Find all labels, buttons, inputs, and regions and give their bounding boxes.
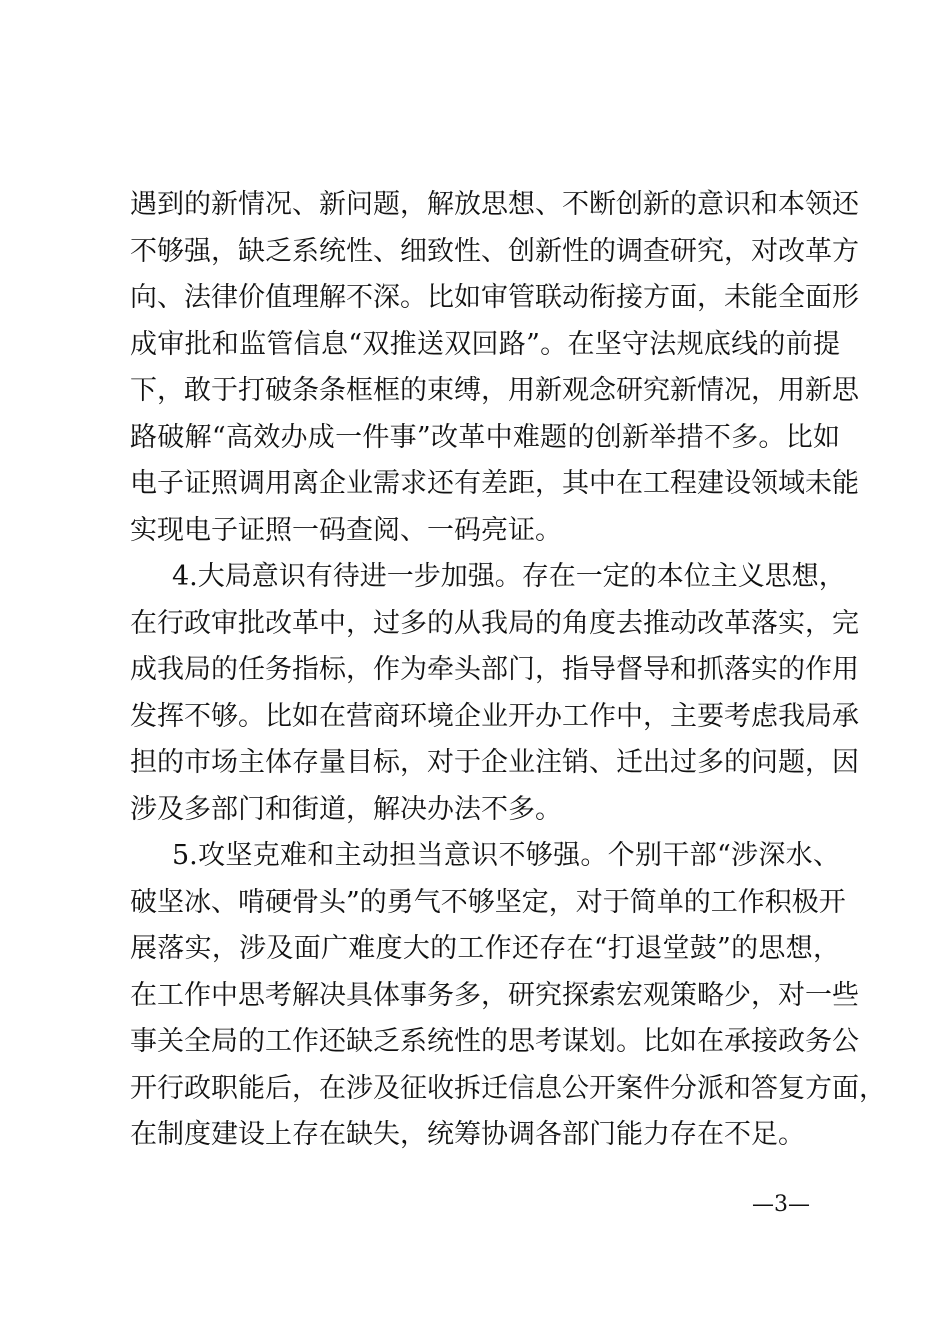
text-line: 开行政职能后，在涉及征收拆迁信息公开案件分派和答复方面， [130, 1072, 886, 1104]
text-line: 在工作中思考解决具体事务多，研究探索宏观策略少，对一些 [130, 979, 859, 1011]
text-line: 5.攻坚克难和主动担当意识不够强。个别干部“涉深水、 [172, 840, 840, 871]
text-line: 破坚冰、啃硬骨头”的勇气不够坚定，对于简单的工作积极开 [130, 886, 846, 918]
text-line: 路破解“高效办成一件事”改革中难题的创新举措不多。比如 [130, 421, 840, 453]
text-line: 担的市场主体存量目标，对于企业注销、迁出过多的问题，因 [130, 747, 859, 778]
paragraph-item-5 [130, 833, 886, 1159]
text-line: 展落实，涉及面广难度大的工作还存在“打退堂鼓”的思想， [130, 933, 840, 964]
text-line: 4.大局意识有待进一步加强。存在一定的本位主义思想， [172, 561, 846, 592]
text-line: 电子证照调用离企业需求还有差距，其中在工程建设领域未能 [130, 468, 859, 499]
text-line: 发挥不够。比如在营商环境企业开办工作中，主要考虑我局承 [130, 700, 859, 732]
text-line: 向、法律价值理解不深。比如审管联动衔接方面，未能全面形 [130, 282, 859, 313]
page-number: —3— [752, 1192, 810, 1217]
text-line: 下，敢于打破条条框框的束缚，用新观念研究新情况，用新思 [130, 375, 859, 406]
paragraph-item-4 [130, 554, 859, 833]
paragraph-continuation [130, 182, 859, 554]
text-line: 涉及多部门和街道，解决办法不多。 [130, 793, 562, 825]
text-line: 成我局的任务指标，作为牵头部门，指导督导和抓落实的作用 [130, 654, 859, 685]
text-line: 遇到的新情况、新问题，解放思想、不断创新的意识和本领还 [130, 189, 859, 220]
text-line: 成审批和监管信息“双推送双回路”。在坚守法规底线的前提 [130, 328, 840, 360]
text-line: 不够强，缺乏系统性、细致性、创新性的调查研究，对改革方 [130, 235, 859, 267]
document-body [130, 182, 886, 1159]
text-line: 在制度建设上存在缺失，统筹协调各部门能力存在不足。 [130, 1119, 805, 1150]
text-line: 事关全局的工作还缺乏系统性的思考谋划。比如在承接政务公 [130, 1026, 859, 1057]
text-line: 在行政审批改革中，过多的从我局的角度去推动改革落实，完 [130, 607, 859, 639]
text-line: 实现电子证照一码查阅、一码亮证。 [130, 514, 562, 546]
